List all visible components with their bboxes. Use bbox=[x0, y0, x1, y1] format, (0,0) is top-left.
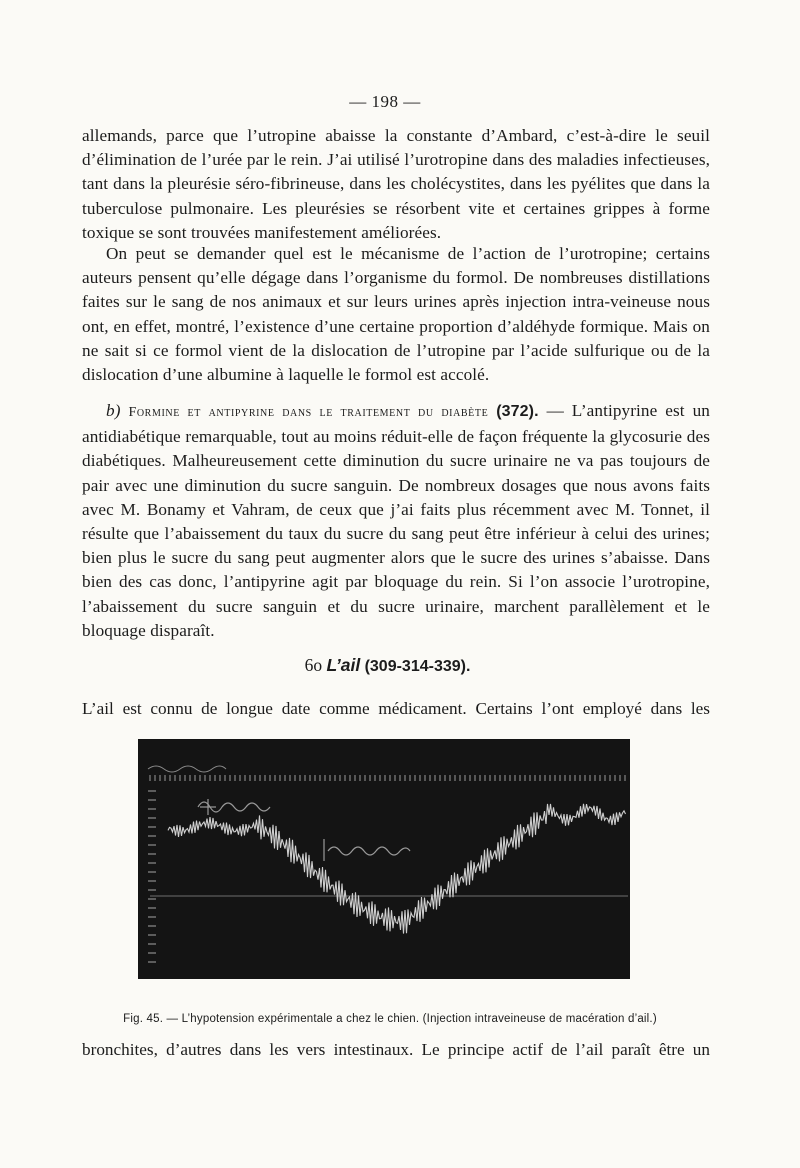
paragraph-3-ref: (372). bbox=[496, 403, 539, 420]
section-number: 6o bbox=[304, 655, 323, 675]
figure-caption: Fig. 45. — L’hypotension expérimentale a chez le chien. (Injection intraveineuse de macération d’ail.) bbox=[123, 1013, 657, 1025]
paragraph-3-label: b) bbox=[106, 401, 121, 420]
figure-tracing bbox=[138, 739, 630, 979]
section-title: L’ail bbox=[326, 655, 361, 675]
paragraph-3-body bbox=[82, 399, 710, 643]
paragraph-3 bbox=[82, 399, 710, 643]
paragraph-2-text: On peut se demander quel est le mécanisme de l’action de l’urotropine; certains auteurs pensent qu’elle dégage dans l’organisme du formol. De nombreuses distillations faites sur le sang de nos animaux et sur leurs urines après injection intra-veineuse nous ont, en effet, montré, l’existence d’une certaine proportion d’aldéhyde formique. Mais on ne sait si ce formol vient de la dislocation de l’utropine par l’acide sulfurique ou de la dislocation d’une albumine à laquelle le formol est accolé. bbox=[82, 244, 710, 385]
paragraph-2 bbox=[82, 242, 710, 387]
page-number: — 198 — bbox=[349, 92, 421, 111]
paragraph-4-line: L’ail est connu de longue date comme médicament. Certains l’ont employé dans les bbox=[82, 699, 710, 718]
blood-pressure-tracing-image bbox=[138, 739, 630, 979]
paragraph-3-heading: Formine et antipyrine dans le traitement du diabète bbox=[128, 405, 489, 420]
paragraph-1-text: allemands, parce que l’utropine abaisse la constante d’Ambard, c’est-à-dire le seuil d’élimination de l’urée par le rein. J’ai utilisé l’urotropine dans des maladies infectieuses, tant dans la pleurésie séro-fibrineuse, dans les cholécystites, dans les pyélites que dans la tuberculose pulmonaire. Les pleurésies se résorbent vite et certaines grippes à forme toxique se sont trouvées manifestement améliorées. bbox=[82, 126, 710, 242]
paragraph-5-line: bronchites, d’autres dans les vers intestinaux. Le principe actif de l’ail paraît être un bbox=[82, 1040, 710, 1059]
section-ref: (309-314-339). bbox=[364, 658, 471, 675]
paragraph-3-text: — L’antipyrine est un antidiabétique remarquable, tout au moins réduit-elle de façon fréquente la glycosurie des diabétiques. Malheureusement cette diminution du sucre urinaire ne va pas toujours de pair avec une diminution du sucre sanguin. De nombreux dosages que nous avons faits avec M. Bonamy et Vahram, de ceux que j’ai faits plus récemment avec M. Tonnet, il résulte que l’abaissement du taux du sucre du sang peut être inférieur à celui des urines; bien plus le sucre du sang peut augmenter alors que le sucre des urines s’abaisse. Dans bien des cas donc, l’antipyrine agit par bloquage du rein. Si l’on associe l’urotropine, l’abaissement du sucre sanguin et du sucre urinaire, marchent parallèlement et le bloquage disparaît. bbox=[82, 401, 710, 640]
section-heading bbox=[0, 655, 775, 676]
paragraph-1 bbox=[82, 124, 710, 245]
